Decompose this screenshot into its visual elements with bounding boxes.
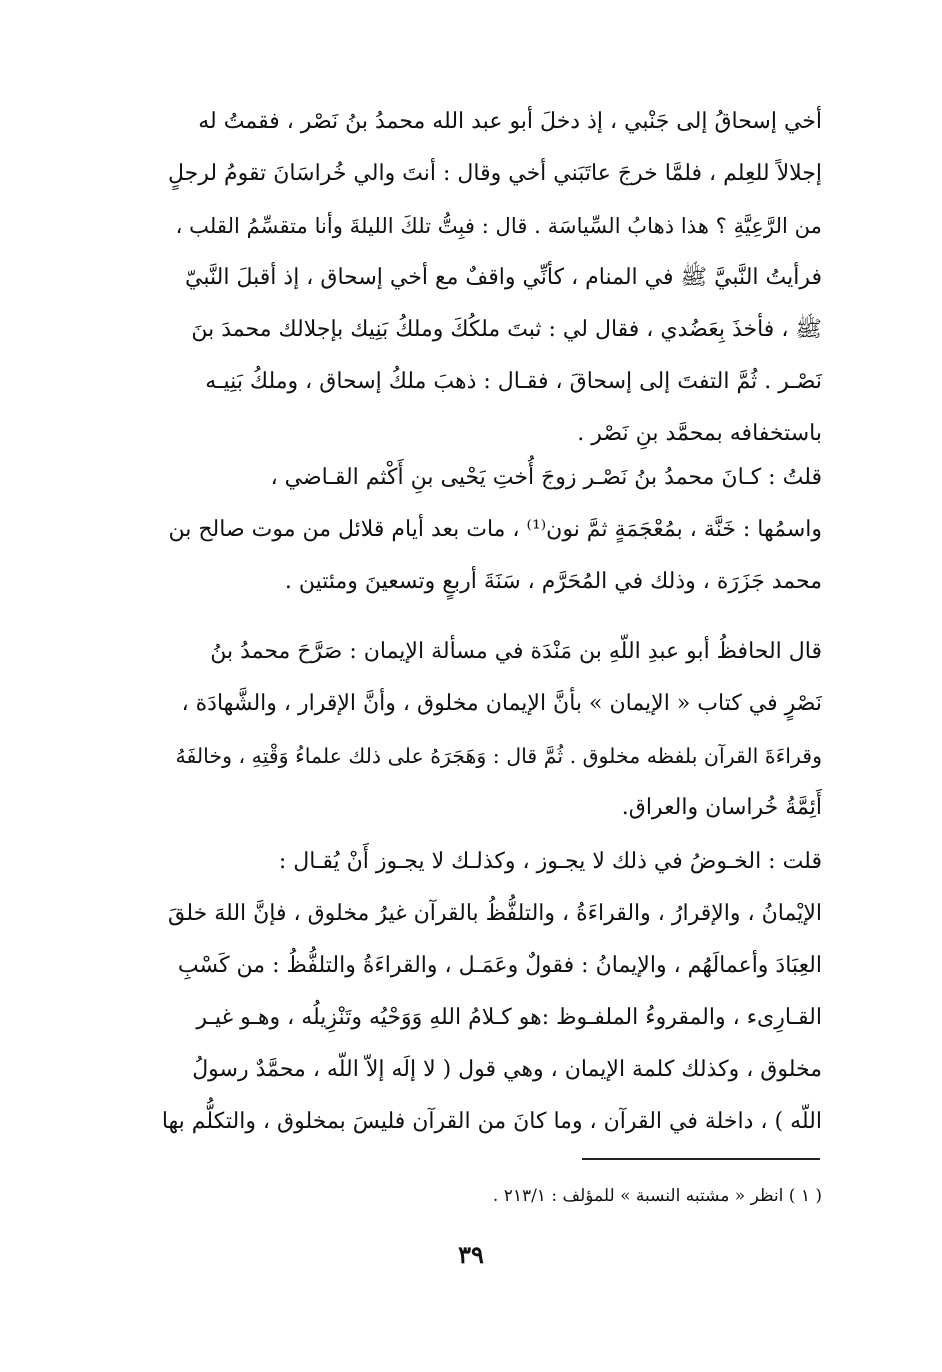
text-line: واسمُها : خَنَّة ، بمُعْجَمَةٍ ثمَّ نون⁽¹⁾ ، مات بعد أيام قلائل من موت صالح بن — [168, 517, 822, 542]
text-line: القـارِىء ، والمقروءُ الملفـوظ :هو كـلامُ اللهِ وَوَحْيُه وتَنْزِيلُه ، وهـو غيـر — [196, 1005, 822, 1030]
text-line: اللّه ) ، داخلة في القرآن ، وما كانَ من القرآن فليسَ بمخلوق ، والتكلُّم بها — [162, 1109, 822, 1134]
text-line: العِبَادَ وأعمالَهُم ، والإيمانُ : فقولٌ وعَمَـل ، والقراءَةُ والتلفُّظُ : من كَسْبِ — [177, 953, 822, 978]
page-number: ٣٩ — [458, 1240, 484, 1269]
text-line: ﷺ ، فأخذَ بِعَضُدي ، فقال لي : ثبتَ ملكُكَ وملكُ بَنِيك بإجلالك محمدَ بنَ — [191, 317, 822, 342]
text-line: أخي إسحاقُ إلى جَنْبي ، إذ دخلَ أبو عبد الله محمدُ بنُ نَصْر ، فقمتُ له — [198, 109, 822, 134]
text-line: نَصْرٍ في كتاب « الإيمان » بأنَّ الإيمان مخلوق ، وأنَّ الإقرار ، والشَّهادَة ، — [181, 691, 822, 716]
text-line: وقراءَةَ القرآن بلفظه مخلوق . ثُمَّ قال : وَهَجَرَهُ على ذلك علماءُ وَقْتِهِ ، وخالفَهُ — [175, 744, 822, 768]
text-line: من الرَّعِيَّةِ ؟ هذا ذهابُ السِّياسَة . قال : فبِتُّ تلكَ الليلةَ وأنا متقسِّمُ القلب ، — [175, 213, 822, 238]
text-line: فرأيتُ النَّبيَّ ﷺ في المنام ، كأنِّي واقفٌ مع أخي إسحاق ، إذ أقبلَ النَّبيّ — [185, 265, 822, 290]
paragraph-1 — [162, 96, 822, 460]
text-line: قلت : الخـوضُ في ذلك لا يجـوز ، وكذلـك لا يجـوز أَنْ يُقـال : — [278, 849, 822, 874]
text-line: باستخفافه بمحمَّد بنِ نَصْر . — [577, 421, 822, 446]
paragraph-4 — [162, 836, 822, 1148]
text-line: الإيْمانُ ، والإقرارُ ، والقراءَةُ ، والتلفُّظُ بالقرآن غيرُ مخلوق ، فإنَّ اللهَ خلقَ — [168, 901, 822, 926]
footnote: ( ١ ) انظر « مشتبه النسبة » للمؤلف : ٢١٣/١ . — [492, 1186, 822, 1206]
text-line: مخلوق ، وكذلك كلمة الإيمان ، وهي قول ( لا إلَه إلاّ اللّه ، محمَّدٌ رسولُ — [192, 1057, 822, 1082]
text-line: نَصْـر . ثُمَّ التفتَ إلى إسحاقَ ، فقـال : ذهبَ ملكُ إسحاق ، وملكُ بَنِيـه — [205, 369, 822, 394]
text-line: قال الحافظُ أبو عبدِ اللّهِ بن مَنْدَة في مسألة الإيمان : صَرَّحَ محمدُ بنُ — [210, 639, 822, 664]
footnote-divider — [582, 1158, 820, 1160]
text-line: محمد جَزَرَة ، وذلك في المُحَرَّم ، سَنَةَ أربعٍ وتسعينَ ومئتين . — [284, 569, 822, 594]
text-line: أَئِمَّةُ خُراسان والعراق. — [621, 795, 822, 820]
text-line: قلتُ : كـانَ محمدُ بنُ نَصْـر زوجَ أُختِ يَحْيى بنِ أَكْثم القـاضي ، — [270, 465, 822, 490]
text-line: إجلالاً للعِلم ، فلمَّا خرجَ عاتَبَني أخي وقال : أنتَ والي خُراسَانَ تقومُ لرجلٍ — [167, 161, 822, 186]
paragraph-2 — [162, 452, 822, 608]
paragraph-3 — [162, 626, 822, 834]
